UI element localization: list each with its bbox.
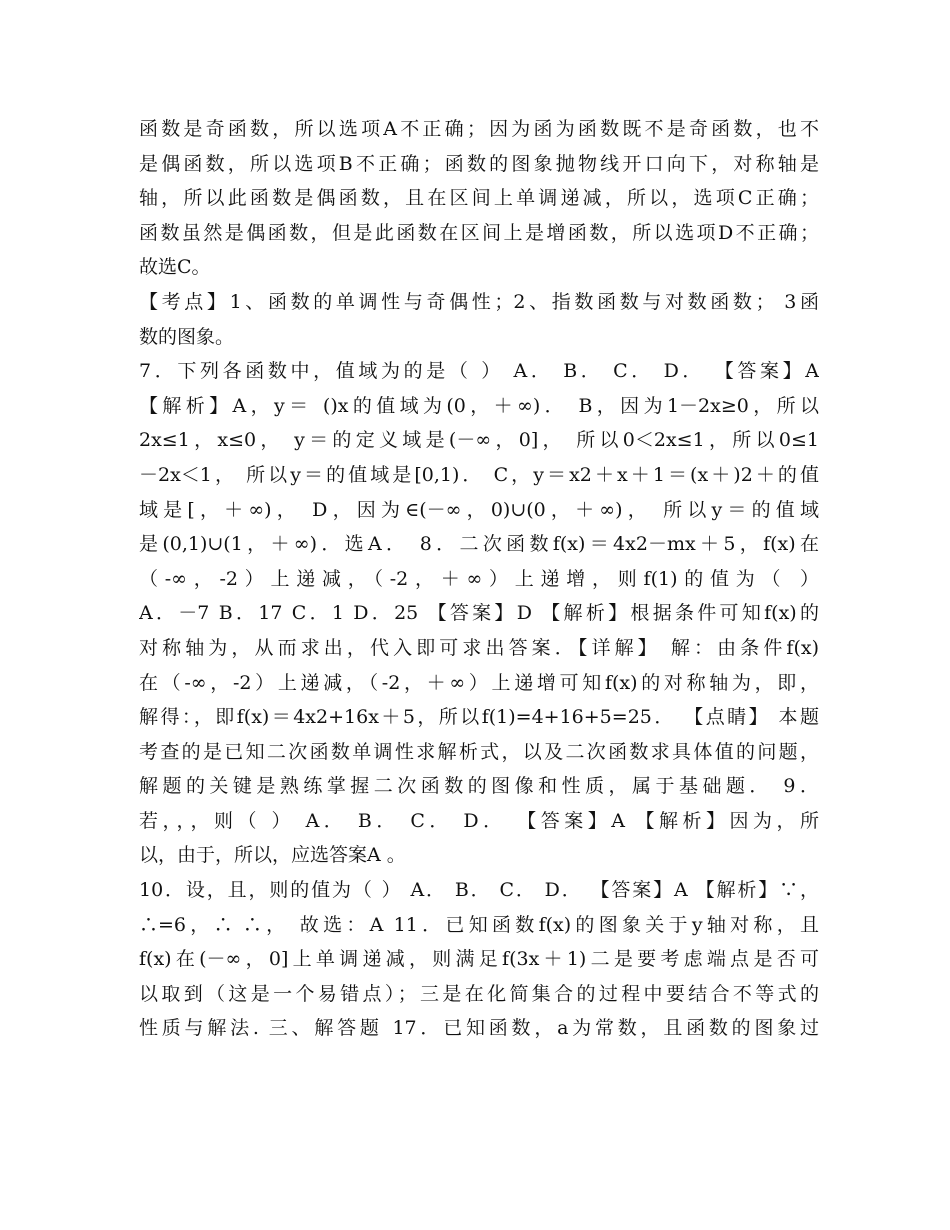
text-line: 10．设，且，则的值为（ ） A． B． C． D． 【答案】A 【解析】∵，: [139, 879, 819, 902]
text-line: 对称轴为，从而求出，代入即可求出答案．【详解】 解：由条件f(x): [139, 636, 819, 659]
document-body: [139, 112, 819, 1046]
text-line: 轴，所以此函数是偶函数，且在区间上单调递减，所以，选项C正确；: [139, 187, 819, 210]
text-line: 故选C。: [139, 256, 211, 279]
text-line: 在（-∞，-2）上递减，（-2，＋∞）上递增可知f(x)的对称轴为，即，: [139, 671, 819, 694]
text-line: 是偶函数，所以选项B不正确；函数的图象抛物线开口向下，对称轴是: [139, 152, 819, 175]
text-line: 函数是奇函数，所以选项A不正确；因为函为函数既不是奇函数，也不: [139, 118, 819, 140]
text-line: 域是[，＋∞)， D，因为∈(－∞，0)∪(0，＋∞)， 所以y＝的值域: [139, 498, 819, 521]
text-line: f(x)在(－∞，0]上单调递减，则满足f(3x＋1)二是要考虑端点是否可: [139, 948, 819, 971]
text-line: A．－7 B．17 C．1 D．25 【答案】D 【解析】根据条件可知f(x)的: [139, 602, 819, 625]
text-line: 若，，，则（ ） A． B． C． D． 【答案】A 【解析】因为，所: [139, 809, 819, 832]
text-line: 解得：，即f(x)＝4x2+16x＋5，所以f(1)=4+16+5=25． 【点睛】 本题: [139, 706, 819, 729]
text-line: 【解析】A，y＝ ()x的值域为(0，＋∞)． B，因为1－2x≥0，所以: [139, 394, 819, 417]
text-line: 是(0,1)∪(1，＋∞)．选A． 8．二次函数f(x)＝4x2－mx＋5，f(x)在: [139, 533, 819, 556]
text-line: 【考点】1、函数的单调性与奇偶性；2、指数函数与对数函数； 3函: [139, 290, 819, 313]
text-line: 性质与解法. 三、解答题 17．已知函数，a为常数，且函数的图象过: [139, 1017, 819, 1040]
text-line: （-∞，-2）上递减，（-2，＋∞）上递增，则f(1)的值为（ ）: [139, 567, 819, 590]
text-line: 函数虽然是偶函数，但是此函数在区间上是增函数，所以选项D不正确；: [139, 221, 819, 244]
text-line: ∴=6，∴ ∴， 故选：A 11．已知函数f(x)的图象关于y轴对称，且: [139, 913, 819, 936]
text-line: 解题的关键是熟练掌握二次函数的图像和性质，属于基础题． 9．: [139, 775, 819, 798]
text-line: 以取到（这是一个易错点）；三是在化简集合的过程中要结合不等式的: [139, 982, 819, 1005]
text-line: 2x≤1，x≤0， y＝的定义域是(－∞，0]， 所以0＜2x≤1，所以0≤1: [139, 429, 819, 452]
text-line: 数的图象。: [139, 325, 235, 348]
text-line: 考查的是已知二次函数单调性求解析式，以及二次函数求具体值的问题，: [139, 740, 819, 763]
text-line: 7．下列各函数中，值域为的是（ ） A． B． C． D． 【答案】A: [139, 360, 819, 383]
text-line: 以，由于，所以，应选答案A 。: [139, 844, 406, 867]
text-line: －2x＜1， 所以y＝的值域是[0,1)． C，y＝x2＋x＋1＝(x＋)2＋的值: [139, 463, 819, 486]
